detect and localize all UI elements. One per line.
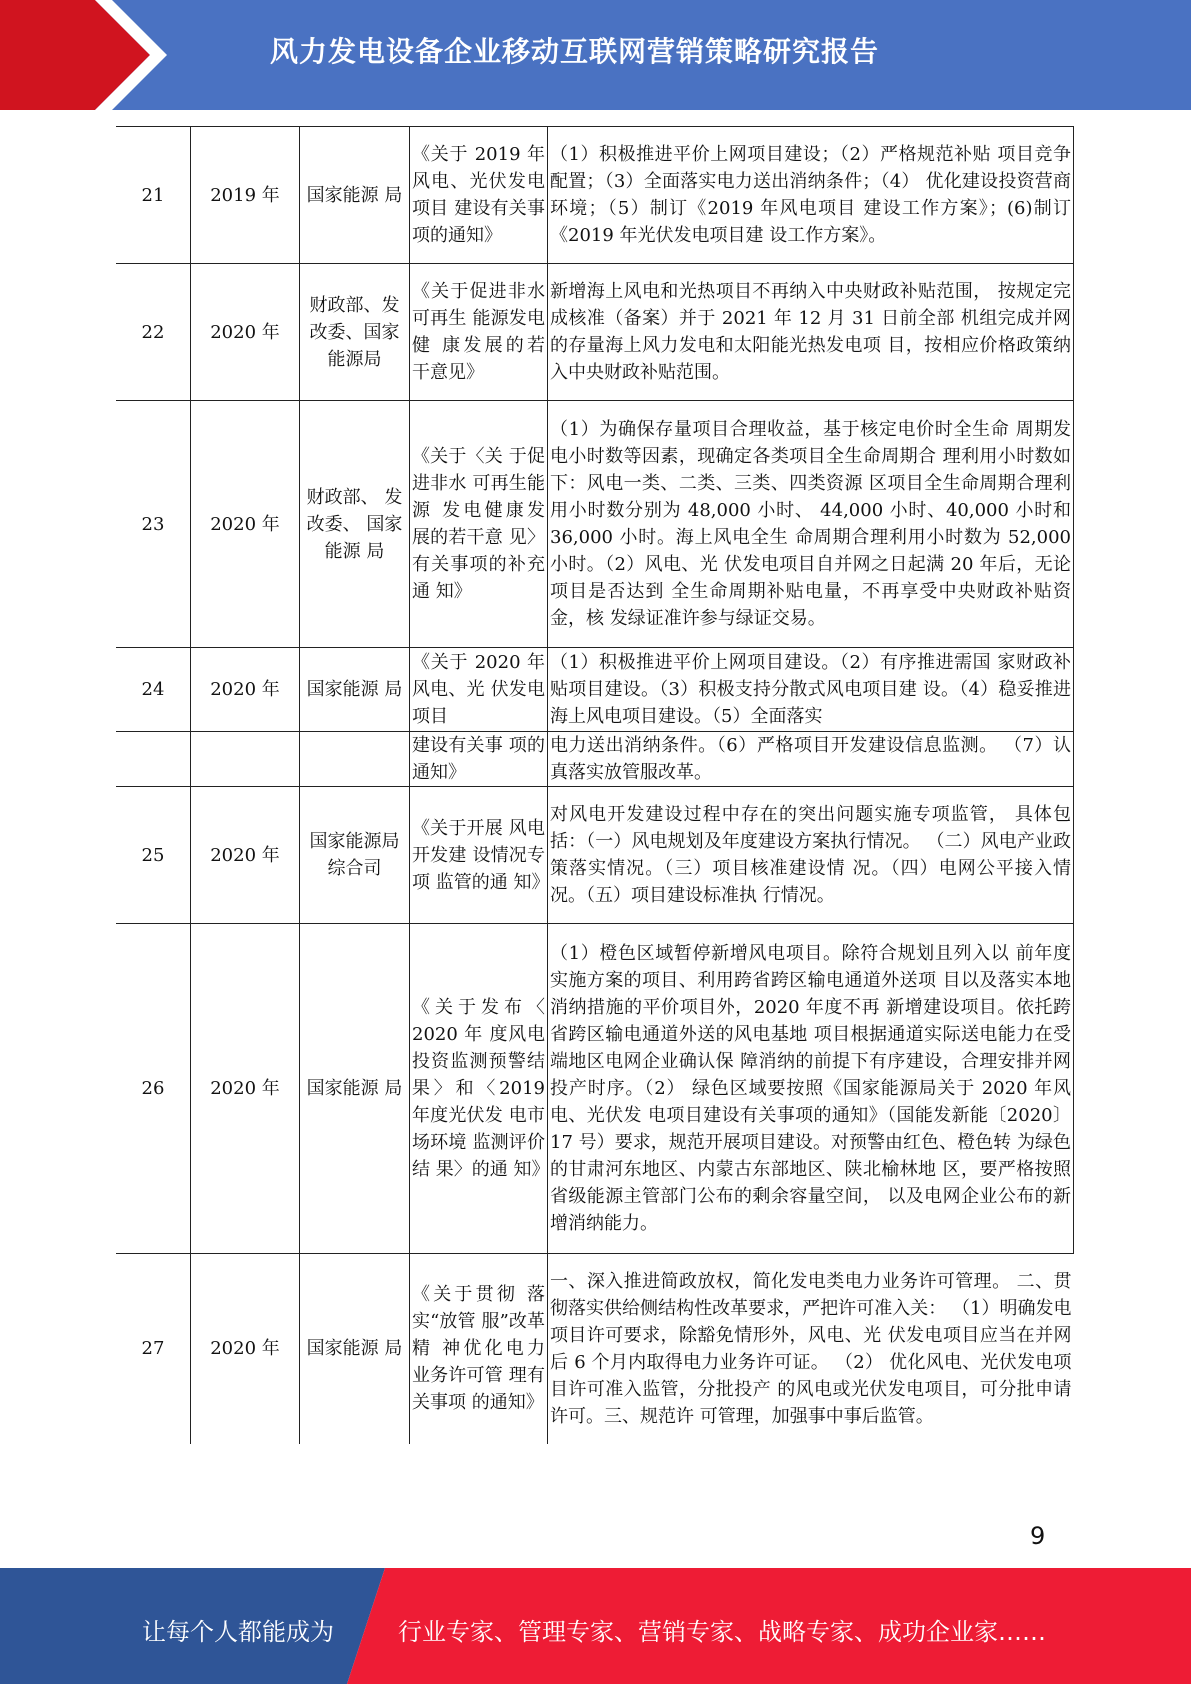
footer-banner [0, 1568, 1191, 1684]
row-content: 对风电开发建设过程中存在的突出问题实施专项监管， 具体包括：（一）风电规划及年度建设方案执行情况。 （二）风电产业政策落实情况。（三）项目核准建设情 况。（四）电网公平接入情况。（五）项目建设标准执 行情况。 [548, 787, 1074, 924]
row-year: 2020 年 [191, 264, 300, 401]
row-number: 27 [116, 1254, 191, 1444]
row-year: 2020 年 [191, 787, 300, 924]
row-number: 23 [116, 401, 191, 648]
row-organization: 财政部、 发改委、 国家能源 局 [300, 401, 410, 648]
row-organization: 国家能源局综合司 [300, 787, 410, 924]
table-row [116, 924, 1074, 1254]
row-document: 《关于〈关 于促进非水 可再生能源 发电健康发 展的若干意 见〉有关事项的补充通 知》 [410, 401, 548, 648]
row-content: 新增海上风电和光热项目不再纳入中央财政补贴范围， 按规定完成核准（备案）并于 2021 年 12 月 31 日前全部 机组完成并网的存量海上风力发电和太阳能光热发电项 目，按相应价格政策纳入中央财政补贴范围。 [548, 264, 1074, 401]
row-year: 2020 年 [191, 401, 300, 648]
row-organization: 国家能源 局 [300, 648, 410, 732]
row-organization: 国家能源 局 [300, 924, 410, 1254]
row-content: （1）积极推进平价上网项目建设。（2）有序推进需国 家财政补贴项目建设。（3）积极支持分散式风电项目建 设。（4）稳妥推进海上风电项目建设。（5）全面落实 [548, 648, 1074, 732]
footer-slogan-right: 行业专家、管理专家、营销专家、战略专家、成功企业家…… [398, 1618, 1046, 1646]
row-number: 21 [116, 127, 191, 264]
row-content: （1）为确保存量项目合理收益，基于核定电价时全生命 周期发电小时数等因素，现确定各类项目全生命周期合 理利用小时数如下：风电一类、二类、三类、四类资源 区项目全生命周期合理利用小时数分别为 48,000 小时、 44,000 小时、40,000 小时和 36,000 小时。海上风电全生 命周期合理利用小时数为 52,000 小时。（2）风电、光 伏发电项目自并网之日起满 20 年后，无论项目是否达到 全生命周期补贴电量，不再享受中央财政补贴资金，核 发绿证准许参与绿证交易。 [548, 401, 1074, 648]
row-document: 《关于 2019 年风电、光伏发电项目 建设有关事 项的通知》 [410, 127, 548, 264]
row-year: 2019 年 [191, 127, 300, 264]
row-organization: 国家能源 局 [300, 127, 410, 264]
row-content: （1）橙色区域暂停新增风电项目。除符合规划且列入以 前年度实施方案的项目、利用跨省跨区输电通道外送项 目以及落实本地消纳措施的平价项目外，2020 年度不再 新增建设项目。依托跨省跨区输电通道外送的风电基地 项目根据通道实际送电能力在受端地区电网企业确认保 障消纳的前提下有序建设，合理安排并网投产时序。（2） 绿色区域要按照《国家能源局关于 2020 年风电、光伏发 电项目建设有关事项的通知》（国能发新能〔2020〕 17 号）要求，规范开展项目建设。对预警由红色、橙色转 为绿色的甘肃河东地区、内蒙古东部地区、陕北榆林地 区，要严格按照省级能源主管部门公布的剩余容量空间， 以及电网企业公布的新增消纳能力。 [548, 924, 1074, 1254]
table-row [116, 401, 1074, 648]
row-year: 2020 年 [191, 648, 300, 732]
row-document: 《关于发布〈 2020 年 度风电投资监测预警结 果〉和〈2019 年度光伏发 电市场环境 监测评价结 果〉的通 知》 [410, 924, 548, 1254]
row-document: 《关于贯彻 落实“放管 服”改革精 神优化电力 业务许可管 理有关事项 的通知》 [410, 1254, 548, 1444]
header-banner [0, 0, 1191, 110]
row-number [116, 732, 191, 787]
page-number: 9 [1030, 1522, 1046, 1550]
row-year [191, 732, 300, 787]
row-content: 一、深入推进简政放权，简化发电类电力业务许可管理。 二、贯彻落实供给侧结构性改革要求，严把许可准入关： （1）明确发电项目许可要求，除豁免情形外，风电、光 伏发电项目应当在并网后 6 个月内取得电力业务许可证。 （2） 优化风电、光伏发电项目许可准入监管，分批投产 的风电或光伏发电项目，可分批申请许可。三、规范许 可管理，加强事中事后监管。 [548, 1254, 1074, 1444]
row-number: 24 [116, 648, 191, 732]
policy-table [116, 126, 1074, 1444]
row-number: 25 [116, 787, 191, 924]
table-row [116, 787, 1074, 924]
row-organization: 财政部、发改委、国家能源局 [300, 264, 410, 401]
row-document: 《关于 2020 年风电、光 伏发电项目 [410, 648, 548, 732]
table-row [116, 264, 1074, 401]
table-row [116, 648, 1074, 732]
row-document: 《关于开展 风电开发建 设情况专项 监管的通 知》 [410, 787, 548, 924]
report-title: 风力发电设备企业移动互联网营销策略研究报告 [270, 35, 880, 68]
row-organization [300, 732, 410, 787]
footer-slogan-left: 让每个人都能成为 [142, 1618, 334, 1646]
row-number: 26 [116, 924, 191, 1254]
row-content: 电力送出消纳条件。（6）严格项目开发建设信息监测。 （7）认真落实放管服改革。 [548, 732, 1074, 787]
row-year: 2020 年 [191, 1254, 300, 1444]
table-row [116, 1254, 1074, 1444]
table-row [116, 127, 1074, 264]
row-content: （1）积极推进平价上网项目建设；（2）严格规范补贴 项目竞争配置；（3）全面落实电力送出消纳条件；（4） 优化建设投资营商环境；（5）制订《2019 年风电项目 建设工作方案》；(6)制订《2019 年光伏发电项目建 设工作方案》。 [548, 127, 1074, 264]
row-organization: 国家能源 局 [300, 1254, 410, 1444]
row-year: 2020 年 [191, 924, 300, 1254]
row-document: 《关于促进非水可再生 能源发电健 康发展的若 干意见》 [410, 264, 548, 401]
row-number: 22 [116, 264, 191, 401]
table-row [116, 732, 1074, 787]
row-document: 建设有关事 项的通知》 [410, 732, 548, 787]
